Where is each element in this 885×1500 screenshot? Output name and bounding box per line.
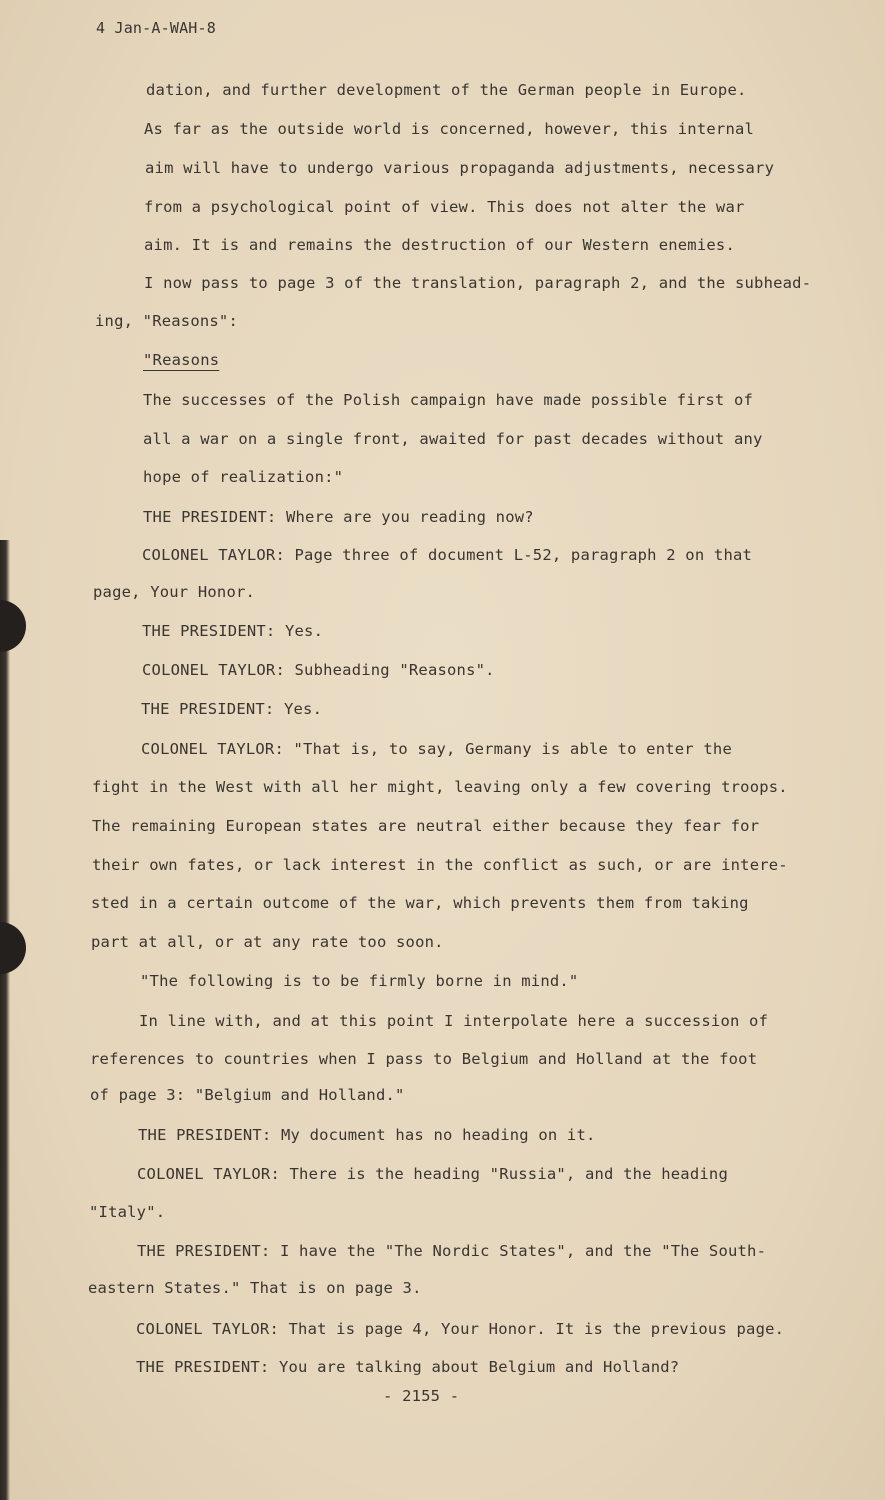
text-line: COLONEL TAYLOR: Subheading "Reasons". (142, 661, 495, 679)
text-line: The remaining European states are neutral either because they fear for (92, 817, 760, 835)
text-line: THE PRESIDENT: I have the "The Nordic States", and the "The South- (137, 1242, 767, 1260)
text-line: "The following is to be firmly borne in mind." (140, 972, 579, 990)
text-line: their own fates, or lack interest in the conflict as such, or are intere- (92, 856, 788, 874)
text-line: "Italy". (89, 1203, 166, 1221)
text-line: THE PRESIDENT: Yes. (141, 700, 323, 718)
text-line: sted in a certain outcome of the war, which prevents them from taking (91, 894, 749, 912)
page-number: - 2155 - (383, 1387, 460, 1405)
binding-edge (0, 540, 10, 1500)
text-line: THE PRESIDENT: Where are you reading now? (143, 508, 534, 526)
text-line: I now pass to page 3 of the translation, paragraph 2, and the subhead- (144, 274, 812, 292)
text-line: references to countries when I pass to Belgium and Holland at the foot (90, 1050, 758, 1068)
text-line: THE PRESIDENT: My document has no heading on it. (138, 1126, 596, 1144)
text-line: aim. It is and remains the destruction of our Western enemies. (144, 236, 735, 254)
punch-hole (0, 922, 26, 974)
text-line: page, Your Honor. (93, 583, 256, 601)
text-line: from a psychological point of view. This does not alter the war (144, 198, 745, 216)
text-line: fight in the West with all her might, leaving only a few covering troops. (92, 778, 788, 796)
text-line: part at all, or at any rate too soon. (91, 933, 444, 951)
text-line: dation, and further development of the German people in Europe. (146, 81, 747, 99)
punch-hole (0, 600, 26, 652)
text-line: In line with, and at this point I interpolate here a succession of (139, 1012, 769, 1030)
text-line: of page 3: "Belgium and Holland." (90, 1086, 405, 1104)
text-line: THE PRESIDENT: Yes. (142, 622, 324, 640)
text-line: COLONEL TAYLOR: "That is, to say, Germany is able to enter the (141, 740, 732, 758)
text-line: aim will have to undergo various propaganda adjustments, necessary (145, 159, 775, 177)
text-line: The successes of the Polish campaign have made possible first of (143, 391, 754, 409)
text-line: eastern States." That is on page 3. (88, 1279, 422, 1297)
text-line: ing, "Reasons": (95, 312, 238, 330)
text-line: COLONEL TAYLOR: Page three of document L-52, paragraph 2 on that (142, 546, 753, 564)
text-line: hope of realization:" (143, 468, 344, 486)
subheading-reasons: "Reasons (143, 351, 220, 369)
page-header: 4 Jan-A-WAH-8 (96, 19, 216, 37)
text-line: THE PRESIDENT: You are talking about Belgium and Holland? (136, 1358, 680, 1376)
text-line: all a war on a single front, awaited for past decades without any (143, 430, 763, 448)
text-line: COLONEL TAYLOR: That is page 4, Your Honor. It is the previous page. (136, 1320, 785, 1338)
text-line: COLONEL TAYLOR: There is the heading "Russia", and the heading (137, 1165, 728, 1183)
text-line: As far as the outside world is concerned, however, this internal (144, 120, 755, 138)
